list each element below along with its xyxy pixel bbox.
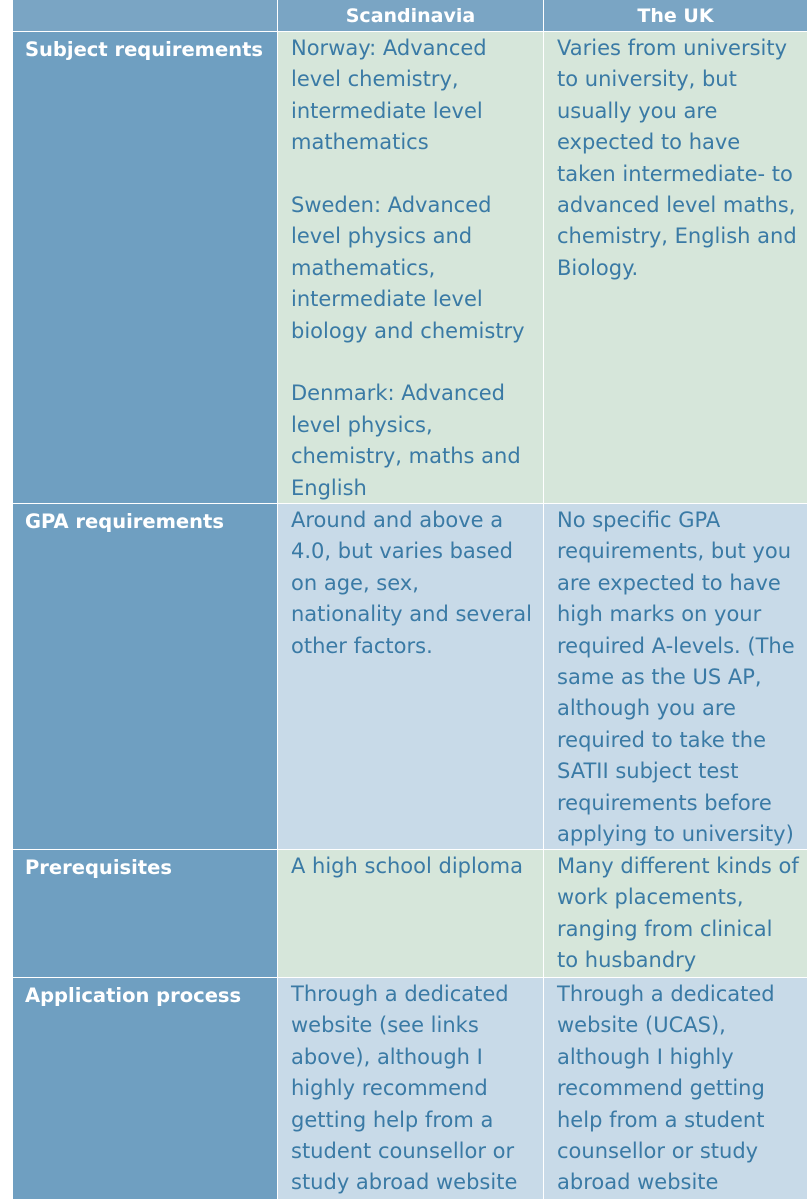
comparison-table — [13, 0, 805, 1199]
cell-application-scandinavia: Through a dedicated website (see links above), although I highly recommend getting help from a student counsellor or study abroad website — [278, 978, 543, 1199]
cell-gpa-scandinavia: Around and above a 4.0, but varies based on age, sex, nationality and several other factors. — [278, 504, 543, 849]
header-scandinavia: Scandinavia — [278, 0, 543, 31]
cell-gpa-uk: No specific GPA requirements, but you are expected to have high marks on your required A-levels. (The same as the US AP, although you are required to take the SATII subject test requirements before applying to university) — [544, 504, 807, 849]
cell-prerequisites-uk: Many different kinds of work placements, ranging from clinical to husbandry — [544, 850, 807, 977]
cell-subject-scandinavia: Norway: Advanced level chemistry, intermediate level mathematics Sweden: Advanced level physics and mathematics, intermediate level biology and chemistry Denmark: Advanced level physics, chemistry, maths and English — [278, 32, 543, 503]
row-label-gpa-requirements: GPA requirements — [13, 504, 277, 849]
cell-prerequisites-scandinavia: A high school diploma — [278, 850, 543, 977]
row-label-application-process: Application process — [13, 978, 277, 1199]
row-label-prerequisites: Prerequisites — [13, 850, 277, 977]
cell-application-uk: Through a dedicated website (UCAS), although I highly recommend getting help from a student counsellor or study abroad website — [544, 978, 807, 1199]
header-empty — [13, 0, 277, 31]
row-label-subject-requirements: Subject requirements — [13, 32, 277, 503]
cell-subject-uk: Varies from university to university, but usually you are expected to have taken intermediate- to advanced level maths, chemistry, English and Biology. — [544, 32, 807, 503]
header-uk: The UK — [544, 0, 807, 31]
